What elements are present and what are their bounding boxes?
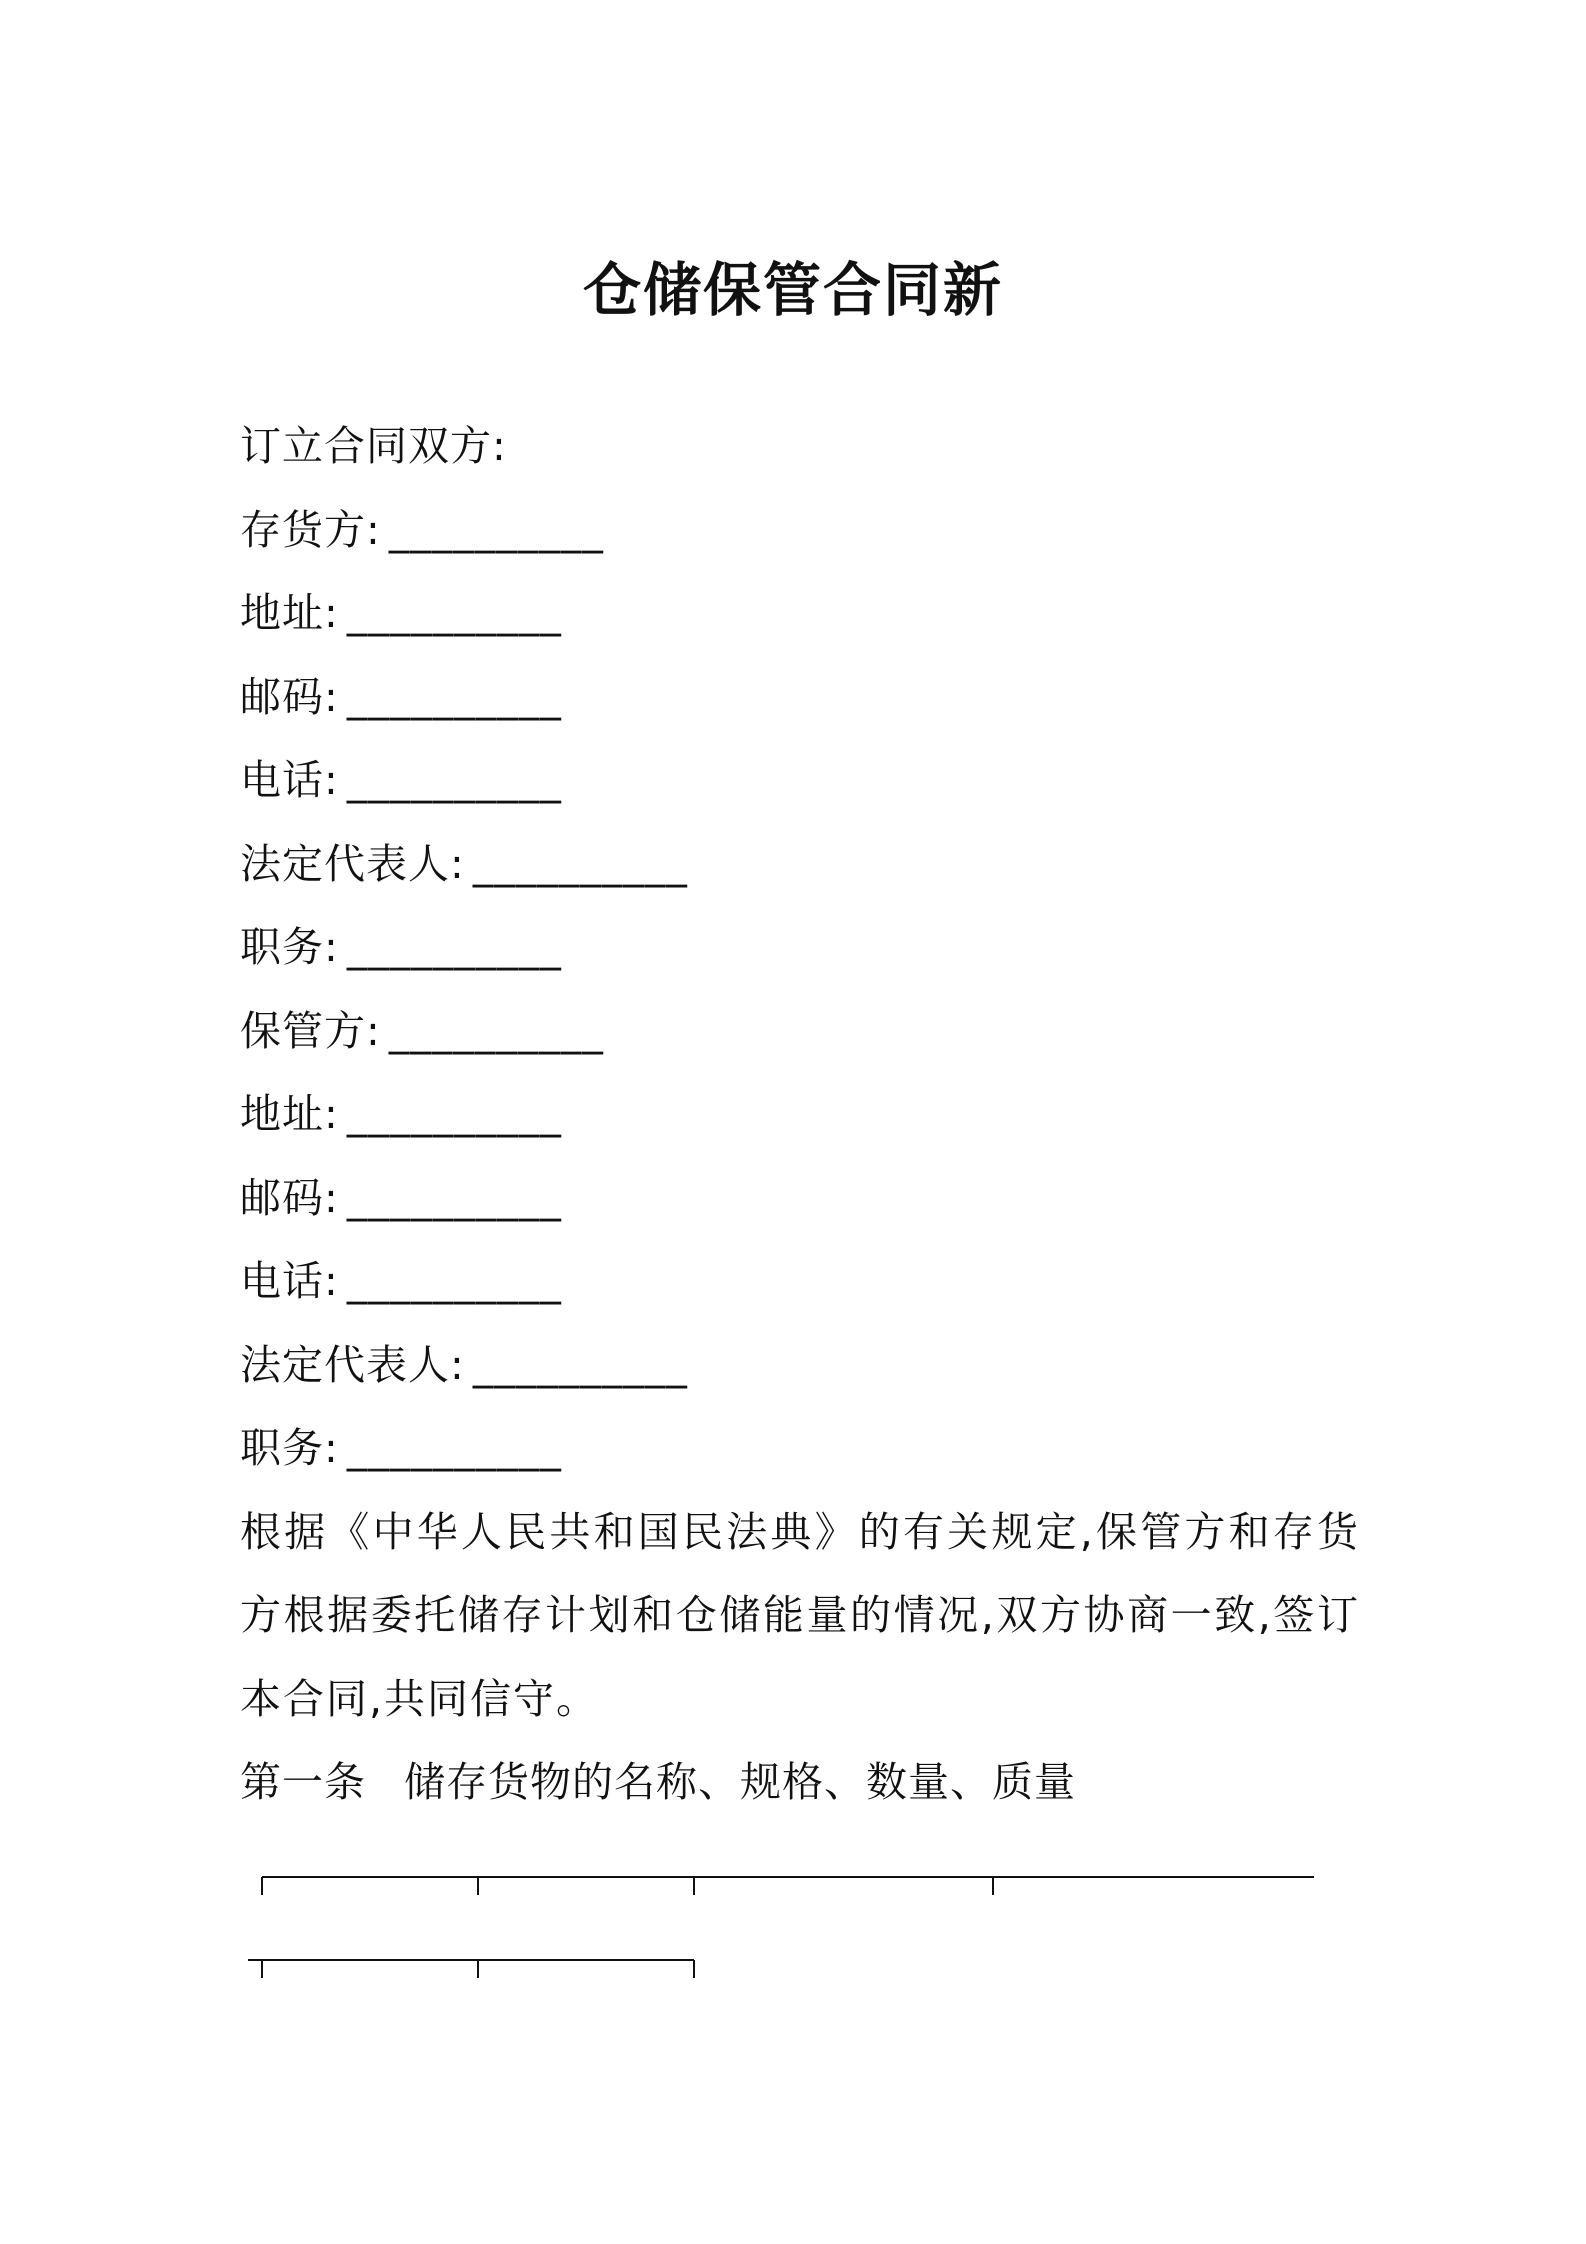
fill-in-blank[interactable]: __________ <box>472 1340 688 1389</box>
depositor-postcode-line <box>240 656 1360 740</box>
fill-in-blank[interactable]: __________ <box>346 756 562 804</box>
fill-in-blank[interactable]: __________ <box>388 1006 604 1055</box>
fill-in-blank[interactable]: __________ <box>346 589 562 637</box>
fill-in-blank[interactable]: __________ <box>346 1090 562 1138</box>
custodian-address-line <box>240 1073 1360 1157</box>
custodian-position-line <box>240 1407 1360 1491</box>
article-title: 储存货物的名称、规格、数量、质量 <box>404 1758 1076 1806</box>
depositor-name-line <box>240 489 1360 573</box>
field-label: 存货方: <box>240 505 381 554</box>
field-label: 邮码: <box>240 672 339 721</box>
depositor-address-line <box>240 572 1360 656</box>
custodian-name-line <box>240 990 1360 1074</box>
field-label: 法定代表人: <box>240 839 465 888</box>
field-label: 职务: <box>240 923 339 971</box>
field-label: 地址: <box>240 589 339 637</box>
field-label: 电话: <box>240 1257 339 1305</box>
fill-in-blank[interactable]: __________ <box>346 1257 562 1305</box>
field-label: 电话: <box>240 756 339 804</box>
fill-in-blank[interactable]: __________ <box>472 839 688 888</box>
field-label: 职务: <box>240 1424 339 1472</box>
fill-in-blank[interactable]: __________ <box>346 1424 562 1472</box>
field-label: 地址: <box>240 1090 339 1138</box>
field-label: 法定代表人: <box>240 1340 465 1389</box>
custodian-legal-rep-line <box>240 1324 1360 1408</box>
fill-in-blank[interactable]: __________ <box>346 923 562 971</box>
parties-heading <box>240 405 1360 489</box>
depositor-phone-line <box>240 739 1360 823</box>
article-1-heading <box>240 1741 1360 1825</box>
preamble-paragraph: 根据《中华人民共和国民法典》的有关规定,保管方和存货方根据委托储存计划和仓储能量的情况,双方协商一致,签订本合同,共同信守。 <box>240 1507 1360 1723</box>
field-label: 订立合同双方: <box>240 422 507 470</box>
fill-in-blank[interactable]: __________ <box>346 672 562 721</box>
field-label: 邮码: <box>240 1173 339 1222</box>
depositor-position-line <box>240 906 1360 990</box>
document-body <box>240 405 1360 1825</box>
article-number: 第一条 <box>240 1758 366 1806</box>
custodian-postcode-line <box>240 1157 1360 1241</box>
document-title: 仓储保管合同新 <box>582 256 1003 324</box>
field-label: 保管方: <box>240 1006 381 1055</box>
depositor-legal-rep-line <box>240 823 1360 907</box>
fill-in-blank[interactable]: __________ <box>388 505 604 554</box>
custodian-phone-line <box>240 1240 1360 1324</box>
fill-in-blank[interactable]: __________ <box>346 1173 562 1222</box>
